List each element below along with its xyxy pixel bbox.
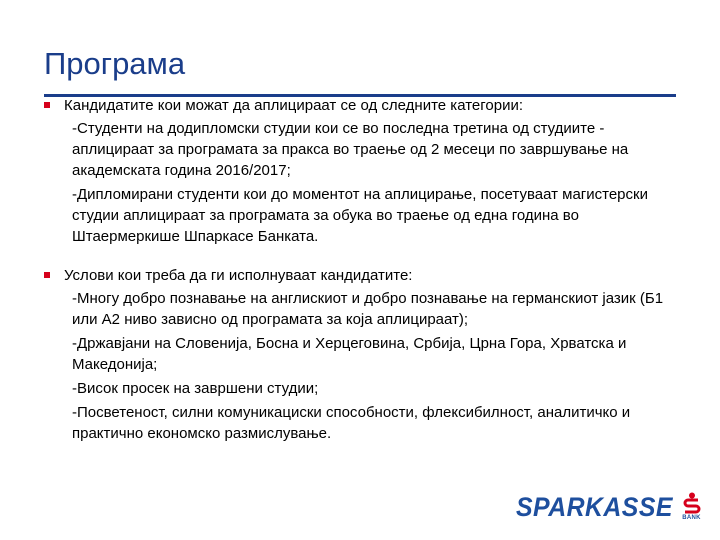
list-item: -Државјани на Словенија, Босна и Херцеговина, Србија, Црна Гора, Хрватска и Македонија;: [72, 335, 627, 373]
slide-title: Програма: [44, 46, 186, 81]
section-heading-text: Услови кои треба да ги исполнуваат кандидатите:: [64, 267, 413, 284]
sparkasse-s-icon: [681, 492, 703, 521]
square-bullet-icon: [44, 102, 50, 108]
section-heading: [44, 267, 680, 285]
slide-content: [44, 97, 680, 444]
section-requirements: [44, 267, 680, 444]
sparkasse-logo: [516, 492, 703, 522]
list-item: -Студенти на додипломски студии кои се во последна третина од студиите - аплицираат за програмата за пракса во траење од 2 месеци по завршување на академската година 2016/2017;: [72, 120, 629, 179]
list-item: -Дипломирани студенти кои до моментот на аплицирање, посетуваат магистерски студии аплицираат за програмата за обука во траење од една година во Штаермеркише Шпаркасе Банката.: [72, 186, 648, 245]
list-item: -Многу добро познавање на англискиот и добро познавање на германскиот јазик (Б1 или А2 ниво зависно од програмата за која аплицираат);: [72, 290, 664, 328]
logo-wordmark: SPARKASSE: [516, 492, 673, 522]
section-heading: [44, 97, 680, 115]
section-candidates: [44, 97, 680, 247]
logo-bank-label: BANK: [682, 515, 701, 521]
section-heading-text: Кандидатите кои можат да аплицираат се од следните категории:: [64, 97, 524, 114]
list-item: -Посветеност, силни комуникациски способности, флексибилност, аналитичко и практично економско размислување.: [72, 404, 631, 442]
sparkasse-s-mark-icon: [681, 492, 703, 514]
list-item: -Висок просек на завршени студии;: [72, 380, 319, 397]
square-bullet-icon: [44, 272, 50, 278]
